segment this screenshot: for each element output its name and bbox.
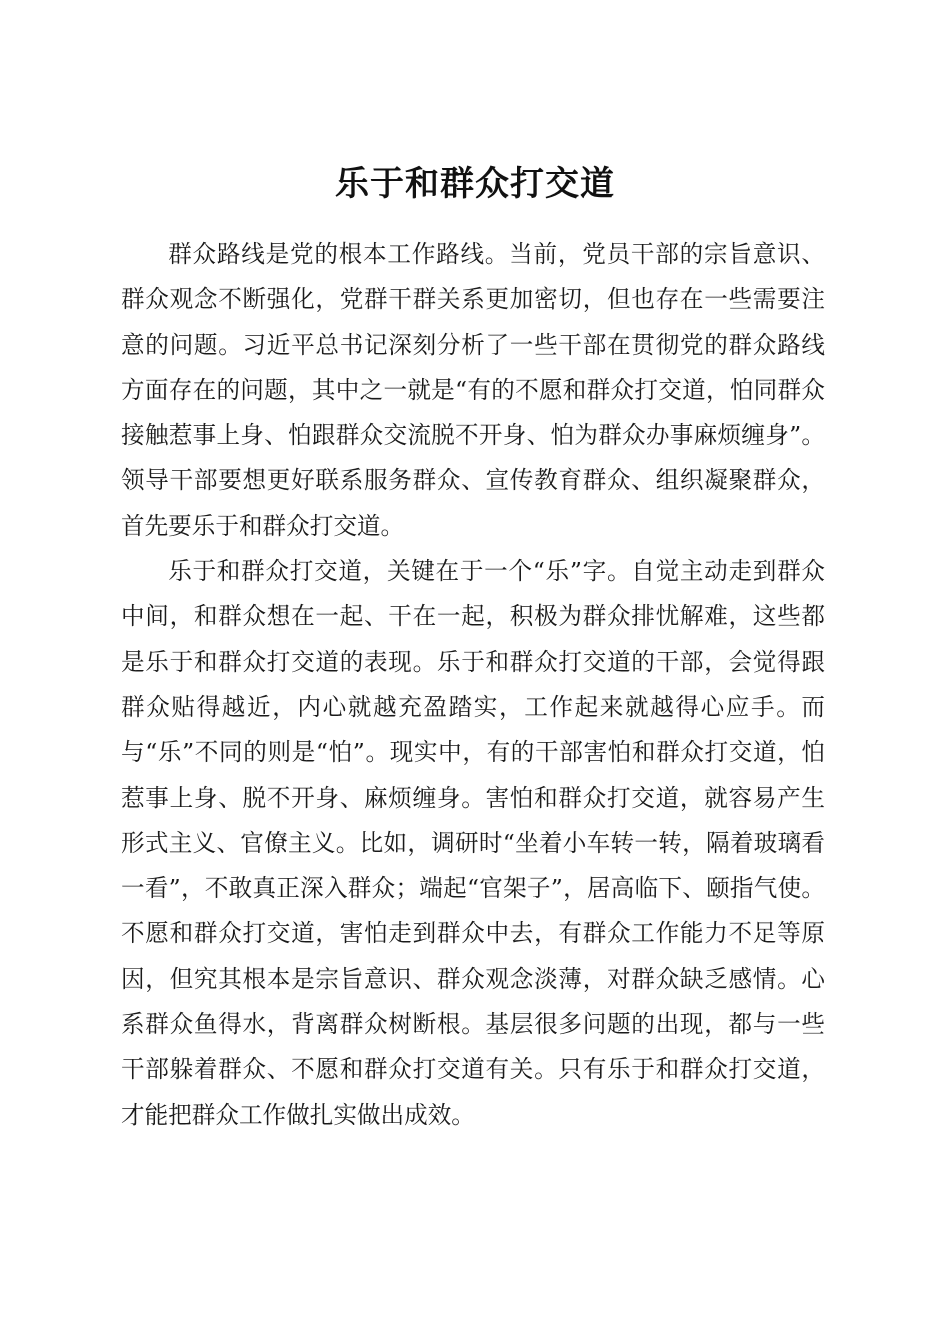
paragraph-1: 群众路线是党的根本工作路线。当前，党员干部的宗旨意识、群众观念不断强化，党群干群关系更加密切，但也存在一些需要注意的问题。习近平总书记深刻分析了一些干部在贯彻党的群众路线方面存在的问题，其中之一就是“有的不愿和群众打交道，怕同群众接触惹事上身、怕跟群众交流脱不开身、怕为群众办事麻烦缠身”。领导干部要想更好联系服务群众、宣传教育群众、组织凝聚群众，首先要乐于和群众打交道。 (121, 240, 825, 540)
document-title: 乐于和群众打交道 (335, 163, 615, 204)
document-body (121, 232, 825, 1138)
paragraph-2: 乐于和群众打交道，关键在于一个“乐”字。自觉主动走到群众中间，和群众想在一起、干在一起，积极为群众排忧解难，这些都是乐于和群众打交道的表现。乐于和群众打交道的干部，会觉得跟群众贴得越近，内心就越充盈踏实，工作起来就越得心应手。而与“乐”不同的则是“怕”。现实中，有的干部害怕和群众打交道，怕惹事上身、脱不开身、麻烦缠身。害怕和群众打交道，就容易产生形式主义、官僚主义。比如，调研时“坐着小车转一转，隔着玻璃看一看”，不敢真正深入群众；端起“官架子”，居高临下、颐指气使。不愿和群众打交道，害怕走到群众中去，有群众工作能力不足等原因，但究其根本是宗旨意识、群众观念淡薄，对群众缺乏感情。心系群众鱼得水，背离群众树断根。基层很多问题的出现，都与一些干部躲着群众、不愿和群众打交道有关。只有乐于和群众打交道，才能把群众工作做扎实做出成效。 (121, 557, 825, 1129)
